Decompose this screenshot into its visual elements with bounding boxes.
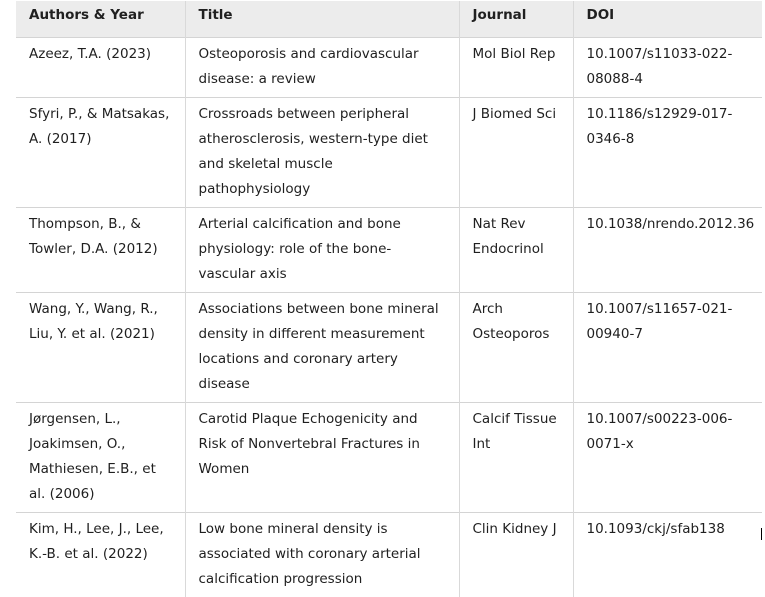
cell-authors: Azeez, T.A. (2023): [16, 38, 185, 98]
table-row: [16, 403, 762, 513]
cell-journal: Calcif Tissue Int: [459, 403, 573, 513]
header-row: [16, 1, 762, 38]
cell-authors: Wang, Y., Wang, R., Liu, Y. et al. (2021): [16, 293, 185, 403]
table-row: [16, 513, 762, 597]
cell-doi: 10.1093/ckj/sfab138: [573, 513, 762, 597]
cell-title: Associations between bone mineral density in different measurement locations and coronary artery disease: [185, 293, 459, 403]
cell-title: Carotid Plaque Echogenicity and Risk of Nonvertebral Fractures in Women: [185, 403, 459, 513]
header-title: Title: [185, 1, 459, 38]
header-doi: DOI: [573, 1, 762, 38]
cell-journal: J Biomed Sci: [459, 98, 573, 208]
table-row: [16, 208, 762, 293]
cell-title: Crossroads between peripheral atherosclerosis, western-type diet and skeletal muscle pathophysiology: [185, 98, 459, 208]
cell-authors: Thompson, B., & Towler, D.A. (2012): [16, 208, 185, 293]
cell-authors: Sfyri, P., & Matsakas, A. (2017): [16, 98, 185, 208]
table-body: [16, 38, 762, 597]
table-header: [16, 1, 762, 38]
cell-journal: Nat Rev Endocrinol: [459, 208, 573, 293]
cell-title: Arterial calcification and bone physiology: role of the bone-vascular axis: [185, 208, 459, 293]
cell-doi: 10.1007/s11033-022-08088-4: [573, 38, 762, 98]
cell-title: Osteoporosis and cardiovascular disease: a review: [185, 38, 459, 98]
cell-authors: Jørgensen, L., Joakimsen, O., Mathiesen, E.B., et al. (2006): [16, 403, 185, 513]
cell-doi: 10.1007/s11657-021-00940-7: [573, 293, 762, 403]
cell-doi: 10.1038/nrendo.2012.36: [573, 208, 762, 293]
header-authors-year: Authors & Year: [16, 1, 185, 38]
header-journal: Journal: [459, 1, 573, 38]
cell-authors: Kim, H., Lee, J., Lee, K.-B. et al. (2022): [16, 513, 185, 597]
table-row: [16, 293, 762, 403]
references-table: [16, 1, 762, 597]
cell-journal: Clin Kidney J: [459, 513, 573, 597]
cell-journal: Arch Osteoporos: [459, 293, 573, 403]
table-row: [16, 98, 762, 208]
cell-journal: Mol Biol Rep: [459, 38, 573, 98]
text-cursor: [761, 528, 762, 540]
table-row: [16, 38, 762, 98]
cell-doi: 10.1007/s00223-006-0071-x: [573, 403, 762, 513]
cell-title: Low bone mineral density is associated with coronary arterial calcification progression: [185, 513, 459, 597]
cell-doi: 10.1186/s12929-017-0346-8: [573, 98, 762, 208]
